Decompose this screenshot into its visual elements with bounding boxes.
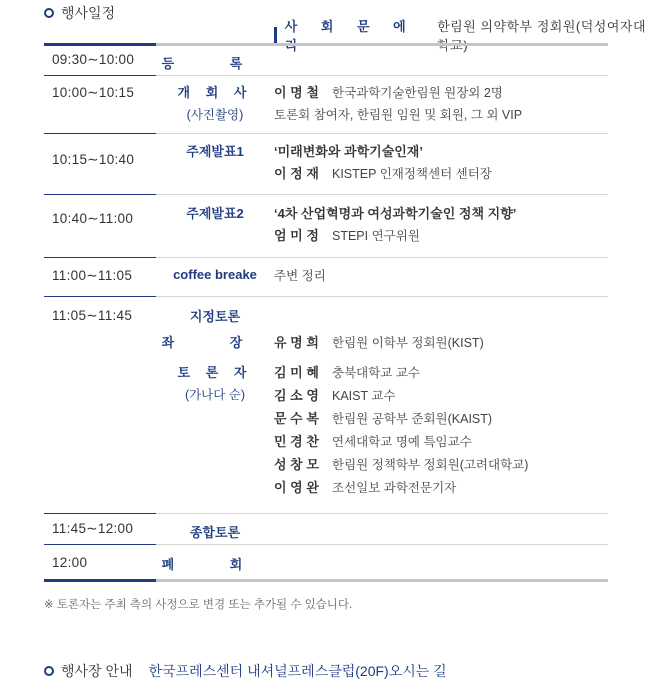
circle-bullet-icon	[44, 666, 54, 676]
row-time: 10:00∼10:15	[44, 76, 156, 134]
row-time: 10:40∼11:00	[44, 195, 156, 258]
list-item: 민 경 찬 연세대학교 명예 특임교수	[274, 434, 472, 449]
schedule-row	[44, 76, 608, 134]
schedule-row	[44, 297, 608, 514]
row-time: 11:45∼12:00	[44, 514, 156, 545]
panel-label: 토 론 자	[177, 365, 253, 380]
row-label: 주제발표1	[156, 134, 274, 195]
schedule-row	[44, 134, 608, 195]
row-time: 11:05∼11:45	[44, 297, 156, 514]
schedule-row	[44, 545, 608, 579]
person-name: 이 정 재	[274, 166, 319, 181]
row-content	[274, 514, 608, 545]
row-label: 주제발표2	[156, 195, 274, 258]
mc-person: 한림원 의약학부 정회원(덕성여자대	[437, 19, 647, 34]
list-item: 문 수 복 한림원 공학부 준회원(KAIST)	[274, 411, 493, 426]
mc-role: 사 회 문 에	[284, 19, 416, 34]
talk-title: ‘4차 산업혁명과 여성과학기술인 정책 지향’	[274, 206, 517, 221]
row-label: 종합토론	[156, 514, 274, 545]
list-item: 김 미 혜 충북대학교 교수	[274, 365, 420, 380]
schedule-row	[44, 195, 608, 258]
row-time: 12:00	[52, 555, 88, 570]
row-content: ‘미래변화와 과학기술인재’ 이 정 재 KISTEP 인재정책센터 센터장	[274, 134, 608, 195]
row-label: coffee breake	[156, 258, 274, 297]
venue-link[interactable]: 한국프레스센터 내셔널프레스클럽(20F)오시는 길	[148, 663, 447, 679]
row-content	[274, 46, 608, 76]
row-label: 등 록	[156, 46, 274, 76]
schedule-table	[44, 43, 608, 582]
panel-sub: (가나다 순)	[184, 388, 246, 402]
schedule-row	[44, 514, 608, 545]
section-header	[44, 3, 115, 23]
row-content	[274, 545, 608, 579]
schedule-row	[44, 46, 608, 76]
talk-title: ‘미래변화와 과학기술인재’	[274, 144, 423, 159]
row-content: 이 명 철 한국과학기술한림원 원장외 2명 토론회 참여자, 한림원 임원 및 회원, 그 외 VIP	[274, 76, 608, 134]
venue-header	[44, 661, 447, 681]
venue-title: 행사장 안내	[61, 663, 133, 679]
section-title: 행사일정	[61, 5, 116, 21]
chair-label: 좌 장	[161, 335, 269, 350]
schedule-row	[44, 258, 608, 297]
row-content: ‘4차 산업혁명과 여성과학기술인 정책 지향’ 엄 미 정 STEPI 연구위원	[274, 195, 608, 258]
person-name: 엄 미 정	[274, 228, 319, 243]
row-time: 09:30∼10:00	[44, 46, 156, 76]
person-name: 이 명 철	[274, 85, 319, 100]
row-label: 폐 회	[161, 557, 269, 572]
row-label: 지정토론 좌 장 토 론 자 (가나다 순)	[156, 297, 274, 514]
row-content: 주변 정리	[274, 258, 608, 297]
list-item: 김 소 영 KAIST 교수	[274, 388, 396, 403]
row-content: 유 명 희 한림원 이학부 정회원(KIST) 김 미 혜 충북대학교 교수 김 소 영 KAIST 교수 문 수 복 한림원 공학부 준회원(KAIST) 민 경 찬 연세대학교 명예 특임교수 성 창 모 한림원 정책학부 정회원(고려대학교) 이 영 완 조선일보 과학전문기자	[274, 297, 608, 514]
row-time: 10:15∼10:40	[44, 134, 156, 195]
circle-bullet-icon	[44, 8, 54, 18]
footnote: ※ 토론자는 주최 측의 사정으로 변경 또는 추가될 수 있습니다.	[44, 599, 353, 611]
table-bottom-border	[44, 579, 608, 582]
person-name: 유 명 희	[274, 335, 319, 350]
accent-bar	[274, 27, 277, 44]
row-label: 개 회 사 (사진촬영)	[156, 76, 274, 134]
list-item: 이 영 완 조선일보 과학전문기자	[274, 480, 457, 495]
row-time: 11:00∼11:05	[44, 258, 156, 297]
list-item: 성 창 모 한림원 정책학부 정회원(고려대학교)	[274, 457, 529, 472]
